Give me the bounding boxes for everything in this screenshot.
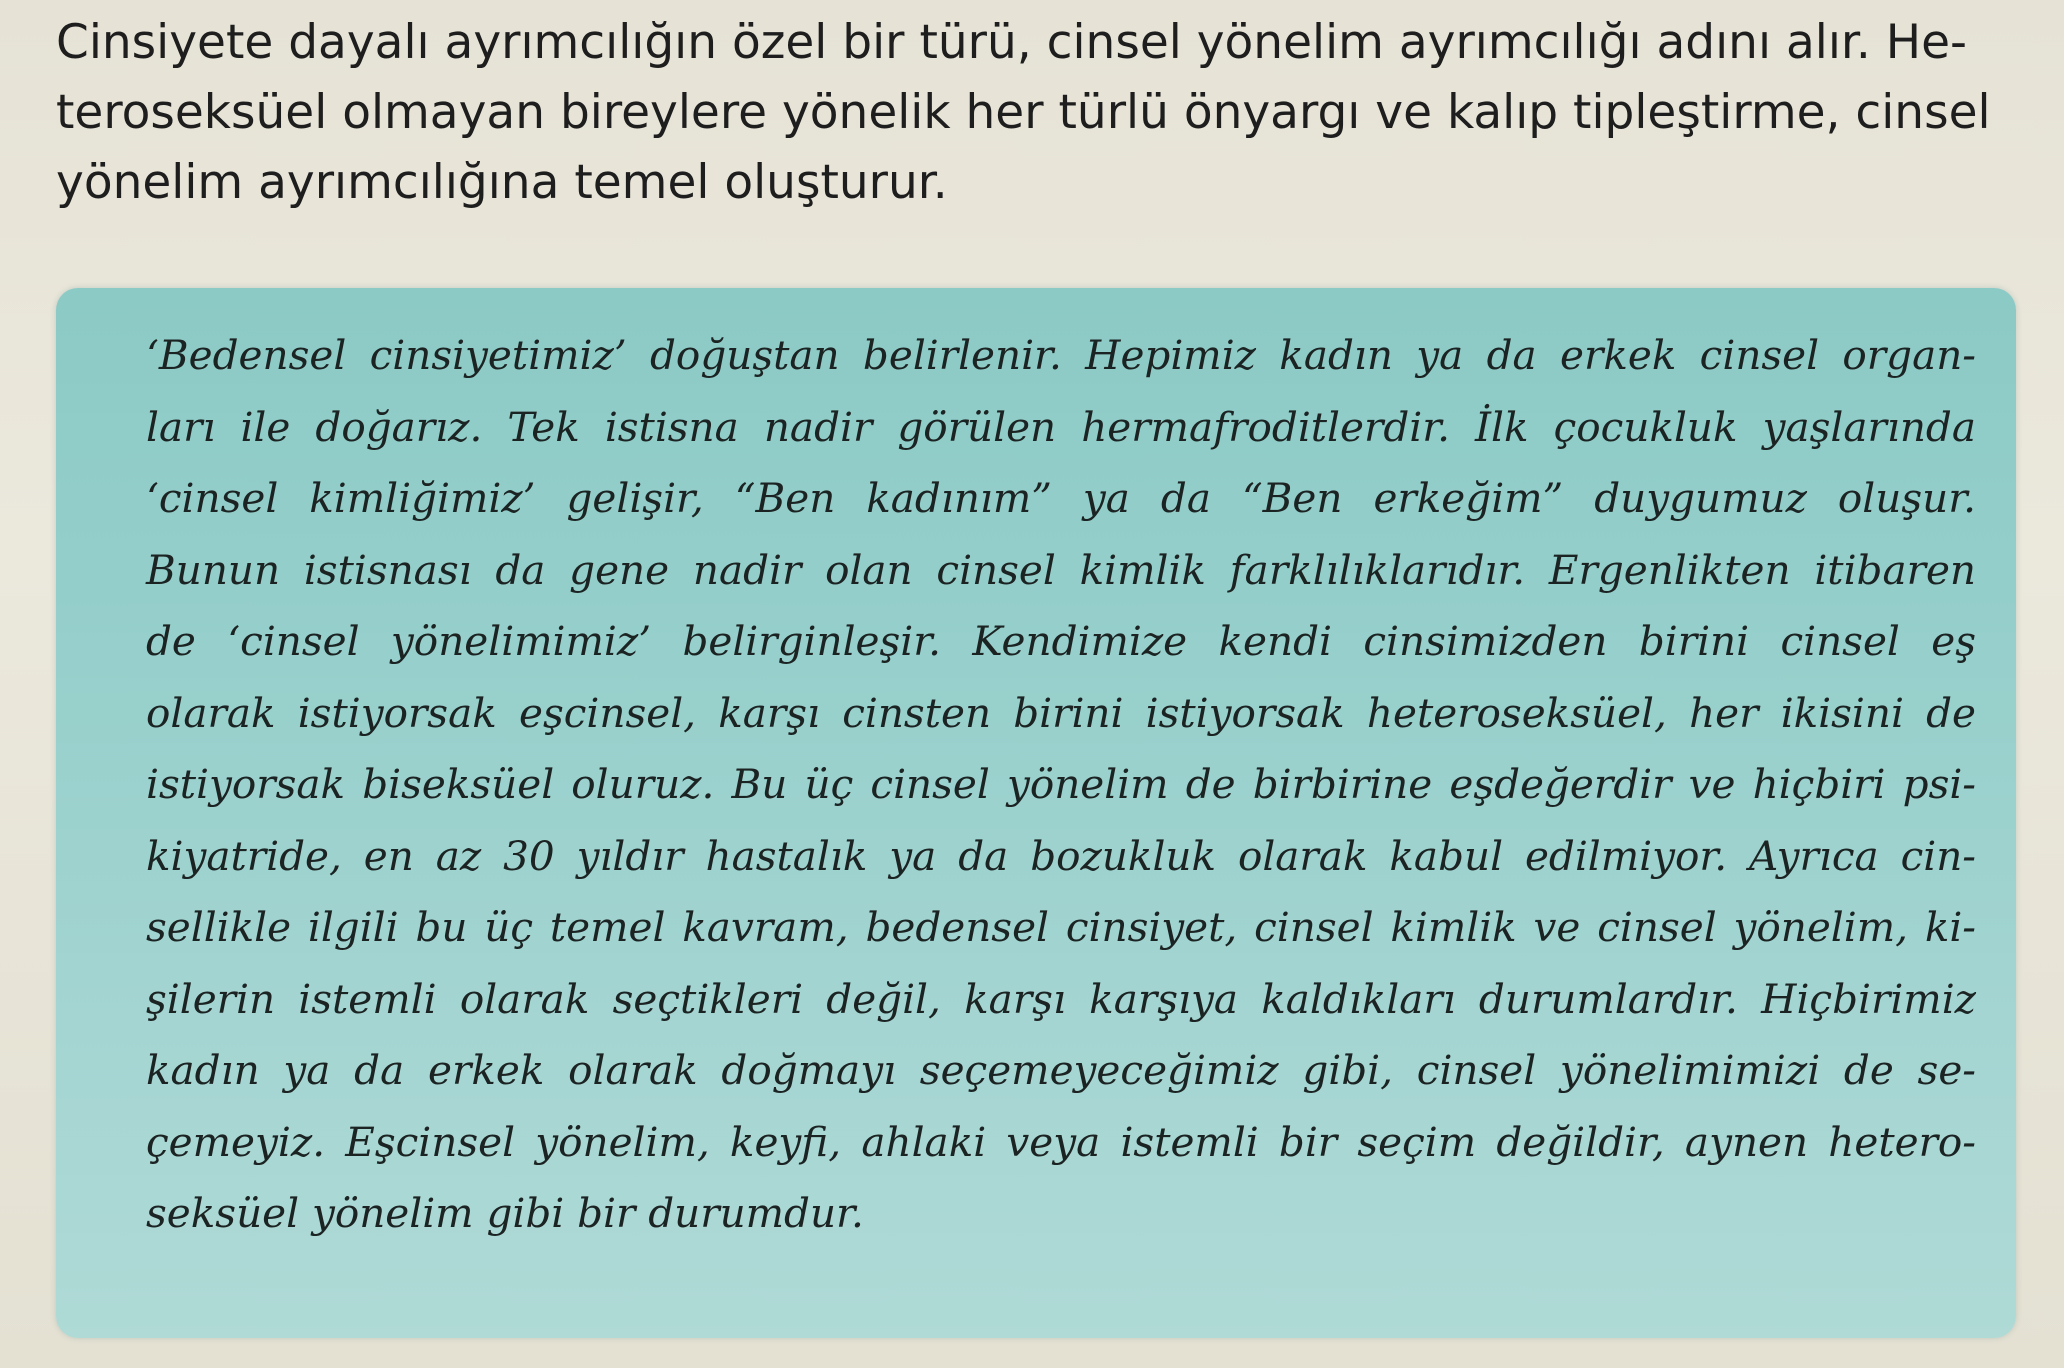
callout-line: seksüel yönelim gibi bir durumdur. [146,1189,864,1237]
callout-line: ‘Bedensel cinsiyetimiz’ doğuştan belirlenir. Hepimiz kadın ya da erkek cinsel organ- [146,331,1976,379]
callout-line: sellikle ilgili bu üç temel kavram, bedensel cinsiyet, cinsel kimlik ve cinsel yönelim, ki- [146,903,1976,951]
callout-line: olarak istiyorsak eşcinsel, karşı cinsten birini istiyorsak heteroseksüel, her ikisini de [146,688,1976,737]
callout-line: ları ile doğarız. Tek istisna nadir görülen hermafroditlerdir. İlk çocukluk yaşlarında [146,402,1976,451]
callout-line: çemeyiz. Eşcinsel yönelim, keyfi, ahlaki veya istemli bir seçim değildir, aynen hetero- [146,1117,1976,1166]
intro-line: yönelim ayrımcılığına temel oluşturur. [56,155,948,210]
intro-line: Cinsiyete dayalı ayrımcılığın özel bir türü, cinsel yönelim ayrımcılığı adını alır. He- [56,15,1967,70]
callout-line: kiyatride, en az 30 yıldır hastalık ya da bozukluk olarak kabul edilmiyor. Ayrıca cin- [146,831,1976,880]
callout-line: ‘cinsel kimliğimiz’ gelişir, “Ben kadınım” ya da “Ben erkeğim” duygumuz oluşur. [146,474,1976,522]
callout-line: kadın ya da erkek olarak doğmayı seçemeyeceğimiz gibi, cinsel yönelimimizi de se- [146,1046,1976,1094]
callout-line: Bunun istisnası da gene nadir olan cinsel kimlik farklılıklarıdır. Ergenlikten itibaren [146,545,1976,594]
callout-line: istiyorsak biseksüel oluruz. Bu üç cinsel yönelim de birbirine eşdeğerdir ve hiçbiri psi- [146,760,1976,808]
intro-paragraph [56,8,2046,218]
callout-line: de ‘cinsel yönelimimiz’ belirginleşir. Kendimize kendi cinsimizden birini cinsel eş [146,617,1976,665]
callout-paragraph [146,320,1976,1250]
callout-line: şilerin istemli olarak seçtikleri değil, karşı karşıya kaldıkları durumlardır. Hiçbirimiz [146,974,1976,1023]
intro-line: teroseksüel olmayan bireylere yönelik her türlü önyargı ve kalıp tipleştirme, cinsel [56,85,1991,140]
